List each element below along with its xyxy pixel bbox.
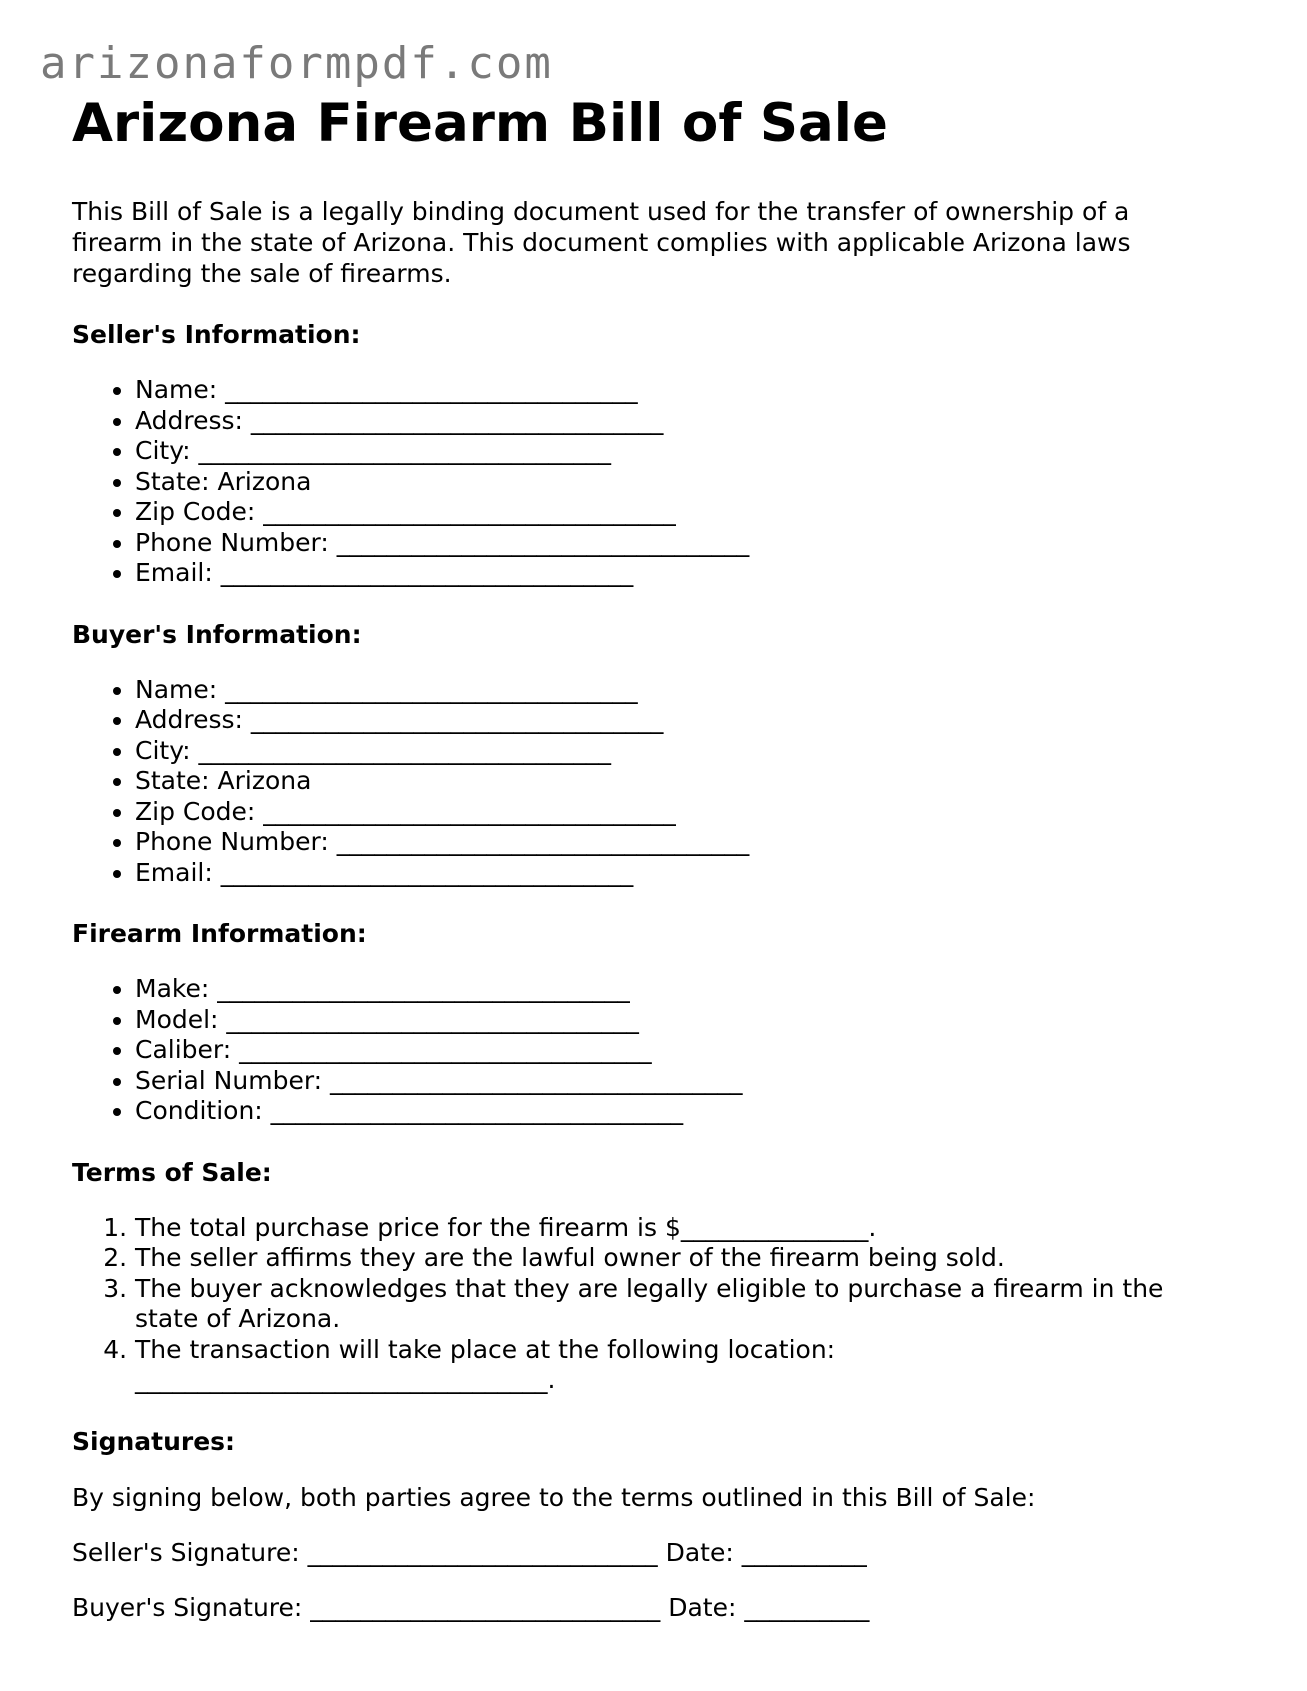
seller-heading: Seller's Information:	[72, 320, 361, 349]
terms-list	[72, 1213, 1222, 1396]
terms-location-item[interactable]: 4. The transaction will take place at the following location: _________________________________.	[135, 1335, 1222, 1396]
terms-owner-item: 2. The seller affirms they are the lawful owner of the firearm being sold.	[135, 1243, 1222, 1274]
buyer-heading: Buyer's Information:	[72, 619, 362, 649]
firearm-condition-field[interactable]: • Condition: _________________________________	[135, 1096, 1222, 1127]
watermark-text: arizonaformpdf.com	[40, 38, 553, 89]
seller-city-field[interactable]: • City: _________________________________	[135, 436, 1222, 467]
seller-zip-field[interactable]: • Zip Code: _________________________________	[135, 497, 1222, 528]
seller-field-list	[72, 375, 1222, 589]
firearm-heading: Firearm Information:	[72, 919, 367, 948]
seller-signature-line[interactable]: Seller's Signature: ____________________________ Date: __________	[72, 1537, 867, 1567]
buyer-state-field: • State: Arizona	[135, 766, 1222, 797]
document-body	[72, 90, 1222, 1623]
buyer-address-field[interactable]: • Address: _________________________________	[135, 705, 1222, 736]
buyer-city-field[interactable]: • City: _________________________________	[135, 736, 1222, 767]
firearm-serial-field[interactable]: • Serial Number: _________________________________	[135, 1066, 1222, 1097]
seller-name-field[interactable]: • Name: _________________________________	[135, 375, 1222, 406]
seller-email-field[interactable]: • Email: _________________________________	[135, 558, 1222, 589]
buyer-zip-field[interactable]: • Zip Code: _________________________________	[135, 797, 1222, 828]
buyer-phone-field[interactable]: • Phone Number: _________________________________	[135, 827, 1222, 858]
firearm-make-field[interactable]: • Make: _________________________________	[135, 974, 1222, 1005]
signatures-statement: By signing below, both parties agree to the terms outlined in this Bill of Sale:	[72, 1482, 1036, 1512]
buyer-email-field[interactable]: • Email: _________________________________	[135, 858, 1222, 889]
terms-eligibility-item: 3. The buyer acknowledges that they are legally eligible to purchase a firearm in the state of Arizona.	[135, 1274, 1222, 1335]
firearm-model-field[interactable]: • Model: _________________________________	[135, 1005, 1222, 1036]
intro-paragraph: This Bill of Sale is a legally binding document used for the transfer of ownership of a firearm in the state of Arizona. This document complies with applicable Arizona laws regarding the sale of firearms.	[72, 197, 1131, 288]
terms-price-item[interactable]: 1. The total purchase price for the firearm is $_______________.	[135, 1213, 1222, 1244]
seller-address-field[interactable]: • Address: _________________________________	[135, 406, 1222, 437]
terms-heading: Terms of Sale:	[72, 1157, 272, 1187]
buyer-signature-line[interactable]: Buyer's Signature: ____________________________ Date: __________	[72, 1592, 870, 1622]
buyer-field-list	[72, 675, 1222, 889]
buyer-name-field[interactable]: • Name: _________________________________	[135, 675, 1222, 706]
seller-state-field: • State: Arizona	[135, 467, 1222, 498]
page-title: Arizona Firearm Bill of Sale	[72, 93, 888, 154]
seller-phone-field[interactable]: • Phone Number: _________________________________	[135, 528, 1222, 559]
firearm-field-list	[72, 974, 1222, 1127]
signatures-heading: Signatures:	[72, 1426, 236, 1456]
firearm-caliber-field[interactable]: • Caliber: _________________________________	[135, 1035, 1222, 1066]
